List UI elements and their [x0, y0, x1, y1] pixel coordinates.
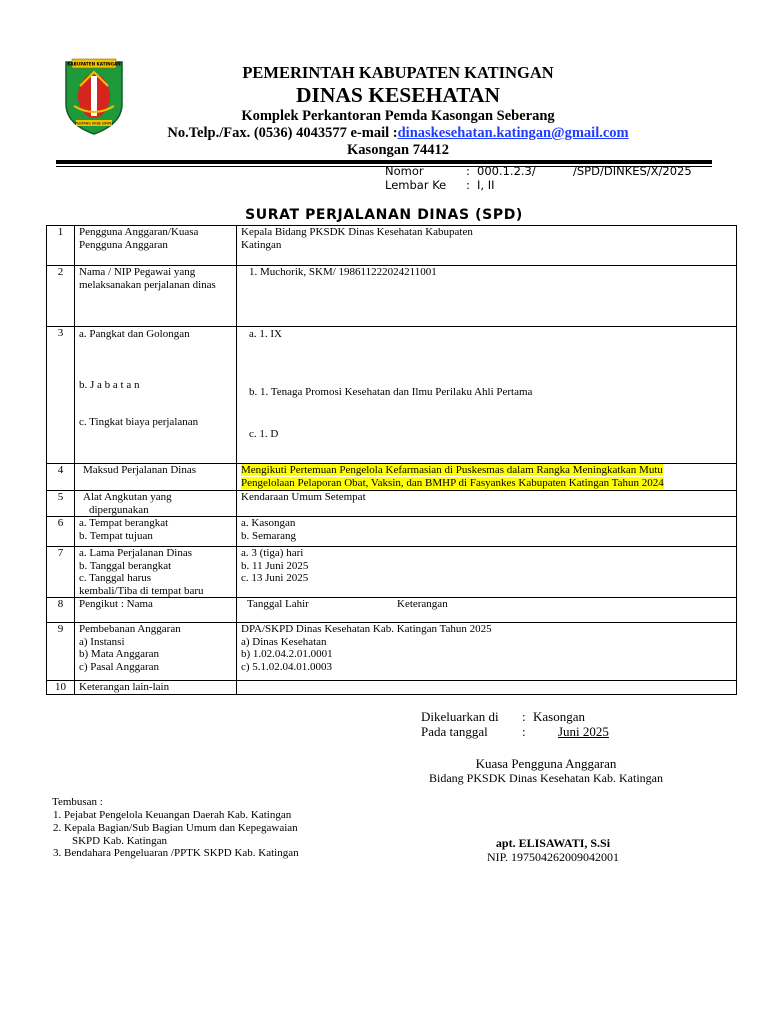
purpose-line: [241, 477, 732, 490]
departure-date-label: b. Tanggal berangkat: [79, 559, 172, 572]
table-row: [47, 547, 737, 598]
table-row: [47, 327, 737, 464]
duration-value: a. 3 (tiga) hari: [241, 547, 304, 559]
table-row: [47, 623, 737, 681]
followers-label: Pengikut : Nama: [75, 598, 237, 623]
other-notes-value: [237, 681, 737, 695]
budget-account-value: b) 1.02.04.2.01.0001: [241, 648, 333, 660]
table-row: [47, 681, 737, 695]
agency-label: a) Instansi: [79, 635, 125, 648]
cc-title: Tembusan :: [52, 796, 103, 808]
cc-item: 2. Kepala Bagian/Sub Bagian Umum dan Kepegawaian: [53, 822, 298, 834]
row-value: [237, 517, 737, 547]
notes-header: Keterangan: [397, 598, 448, 610]
row-number: 5: [47, 491, 75, 517]
row-label: [75, 547, 237, 598]
row-label: [75, 517, 237, 547]
position-label: b. J a b a t a n: [79, 378, 140, 391]
agency-address: Komplek Perkantoran Pemda Kasongan Seberang: [241, 108, 555, 124]
row-number: 1: [47, 226, 75, 266]
signer-name: apt. ELISAWATI, S.Si: [495, 836, 611, 850]
transport-label: Alat Angkutan yang: [83, 491, 172, 503]
return-date-label-cont: kembali/Tiba di tempat baru: [79, 584, 204, 597]
return-date-value: c. 13 Juni 2025: [241, 572, 309, 584]
transport-value: Kendaraan Umum Setempat: [237, 491, 737, 517]
table-row: [47, 266, 737, 327]
nomor-suffix: /SPD/DINKES/X/2025: [573, 164, 692, 178]
kpa-unit: Bidang PKSDK Dinas Kesehatan Kab. Katingan: [429, 771, 663, 785]
issued-date-label: Pada tanggal: [421, 724, 488, 739]
cc-item-cont: SKPD Kab. Katingan: [72, 835, 168, 847]
katingan-regency-logo: [62, 56, 126, 136]
row-number: 4: [47, 464, 75, 491]
table-row: [47, 598, 737, 623]
other-notes-label: Keterangan lain-lain: [75, 681, 237, 695]
destination-value: b. Semarang: [241, 529, 296, 542]
rank-label: a. Pangkat dan Golongan: [79, 328, 190, 340]
row-label: [75, 623, 237, 681]
issued-date-line: [421, 724, 613, 740]
nomor-sep: :: [466, 164, 470, 178]
cost-level-label: c. Tingkat biaya perjalanan: [79, 416, 199, 428]
purpose-line: [241, 464, 732, 477]
row-value: [237, 464, 737, 491]
table-row: [47, 517, 737, 547]
lembar-label: Lembar Ke: [385, 178, 447, 192]
row-label: [75, 491, 237, 517]
cc-item: 3. Bendahara Pengeluaran /PPTK SKPD Kab. Katingan: [53, 847, 299, 859]
agency-city: Kasongan 74412: [347, 142, 449, 158]
logo-text-bottom: PENYANG HINJE SIMPEI: [75, 121, 113, 126]
row-value: [237, 226, 737, 266]
budget-article-label: c) Pasal Anggaran: [79, 660, 160, 673]
row-number: 8: [47, 598, 75, 623]
issued-at-value: Kasongan: [533, 709, 585, 724]
transport-label: dipergunakan: [89, 503, 149, 516]
row-value-line: Katingan: [241, 238, 282, 251]
table-row: [47, 226, 737, 266]
row-value: [237, 623, 737, 681]
purpose-label: Maksud Perjalanan Dinas: [83, 464, 197, 476]
spd-table: [46, 225, 737, 695]
row-number: 10: [47, 681, 75, 695]
agency-name: DINAS KESEHATAN: [295, 83, 501, 107]
signer-nip: NIP. 197504262009042001: [486, 850, 619, 864]
row-value-line: Kepala Bidang PKSDK Dinas Kesehatan Kabupaten: [241, 226, 473, 238]
logo-text-top: KABUPATEN KATINGAN: [67, 61, 121, 67]
agency-contact: [130, 125, 666, 142]
row-value: [237, 266, 737, 327]
return-date-label: c. Tanggal harus: [79, 572, 152, 584]
nomor-label: Nomor: [385, 164, 424, 178]
duration-label: a. Lama Perjalanan Dinas: [79, 547, 193, 559]
destination-label: b. Tempat tujuan: [79, 529, 153, 542]
budget-label: Pembebanan Anggaran: [79, 623, 181, 635]
kpa-title: Kuasa Pengguna Anggaran: [475, 756, 617, 771]
budget-account-label: b) Mata Anggaran: [79, 648, 160, 660]
row-number: 7: [47, 547, 75, 598]
row-label: Pengguna Anggaran/Kuasa Pengguna Anggaran: [75, 226, 237, 266]
nomor-value: 000.1.2.3/: [477, 164, 536, 178]
issued-at-sep: :: [522, 709, 526, 724]
issued-date-sep: :: [522, 724, 526, 739]
document-title: SURAT PERJALANAN DINAS (SPD): [245, 207, 523, 223]
cost-level-value: c. 1. D: [249, 428, 279, 440]
table-row: [47, 464, 737, 491]
budget-article-value: c) 5.1.02.04.01.0003: [241, 660, 333, 673]
row-label: Nama / NIP Pegawai yang melaksanakan perjalanan dinas: [75, 266, 237, 327]
contact-prefix: No.Telp./Fax. (0536) 4043577 e-mail :: [167, 125, 398, 141]
row-number: 2: [47, 266, 75, 327]
departure-date-value: b. 11 Juni 2025: [241, 559, 309, 572]
purpose-text: Pengelolaan Pelaporan Obat, Vaksin, dan BMHP di Fasyankes Kabupaten Katingan Tahun 2024: [241, 476, 664, 489]
row-value: [237, 327, 737, 464]
issued-at-label: Dikeluarkan di: [421, 709, 499, 724]
row-value: [237, 598, 737, 623]
position-value: b. 1. Tenaga Promosi Kesehatan dan Ilmu Perilaku Ahli Pertama: [249, 385, 533, 398]
rank-value: a. 1. IX: [249, 328, 282, 340]
purpose-text: Mengikuti Pertemuan Pengelola Kefarmasian di Puskesmas dalam Rangka Meningkatkan Mutu: [241, 464, 663, 476]
row-label: [75, 327, 237, 464]
lembar-sep: :: [466, 178, 470, 192]
agency-value: a) Dinas Kesehatan: [241, 635, 327, 648]
table-row: [47, 491, 737, 517]
employee-name-nip: 1. Muchorik, SKM/ 198611222024211001: [249, 266, 437, 278]
issued-date-value: Juni 2025: [558, 724, 609, 739]
departure-value: a. Kasongan: [241, 517, 296, 529]
departure-label: a. Tempat berangkat: [79, 517, 169, 529]
row-label: [75, 464, 237, 491]
row-number: 9: [47, 623, 75, 681]
row-number: 3: [47, 327, 75, 464]
cc-item: 1. Pejabat Pengelola Keuangan Daerah Kab. Katingan: [53, 809, 292, 821]
row-value: [237, 547, 737, 598]
email-link[interactable]: dinaskesehatan.katingan@gmail.com: [397, 125, 629, 141]
lembar-value: I, II: [477, 178, 495, 192]
row-number: 6: [47, 517, 75, 547]
birth-date-header: Tanggal Lahir: [247, 598, 309, 610]
government-name: PEMERINTAH KABUPATEN KATINGAN: [242, 63, 554, 82]
budget-value: DPA/SKPD Dinas Kesehatan Kab. Katingan Tahun 2025: [241, 623, 492, 635]
